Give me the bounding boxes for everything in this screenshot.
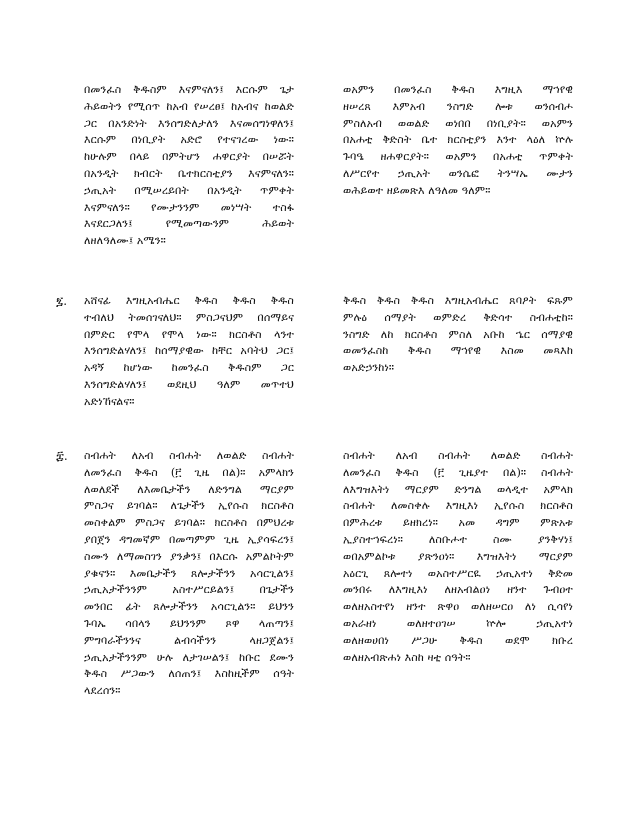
- text-line: ወሕይወተ ዘይመጽእ ለዓለመ ዓለም።: [343, 183, 491, 197]
- text-line: ስሙን ለማመስገን ያንቃን፤ በእርሱ አምልኮትም: [84, 549, 294, 563]
- text-line: መንበር ፊት ጸሎታችንን አሳርጊልን። ይህንን: [84, 600, 294, 614]
- text-line: እንሰግድልሃለን፤ ከሰማያዊው ከቸር አባትህ ጋር፤: [84, 344, 294, 358]
- text-line: አሸናፊ እግዚአብሔር ቅዱስ ቅዱስ ቅዱስ: [84, 294, 294, 307]
- text-line: ለዘለዓለሙ፤ አሜን።: [84, 234, 166, 248]
- text-line: ለወለደች ለእመቤታችን ለድንግል ማርያም: [84, 482, 294, 496]
- text-line: ምስለአብ ወወልድ ወነበበ በነቢያት። ወአምን: [343, 116, 573, 130]
- section-1-geez-text: [343, 82, 573, 200]
- text-line: እናደርጋለን፤ የሚመጣውንም ሕይወት: [84, 217, 294, 231]
- text-line: እናምናለን። የሙታንንም መነሣት ተስፋ: [84, 200, 294, 214]
- text-line: እንሰግድልሃለን፤ ወደዚህ ዓለም መጥተህ: [84, 377, 294, 391]
- text-line: ምስጋና ይገባል። ለጌታችን ኢየሱስ ክርስቶስ: [84, 499, 294, 513]
- text-line: በምሕረቱ ይዘክረነ። አመ ዳግም ምጽአቱ: [343, 516, 573, 530]
- text-line: ጉባኤ ሳበላን ይህንንም ጾዋ ላጠጣን፤: [84, 616, 294, 630]
- text-line: በመንፈስ ቅዱስም እናምናለን፤ እርሱም ጌታ: [84, 83, 294, 96]
- text-line: ምግባራችንንና ልብሳችንን ላዘጋጀልን፤: [84, 633, 294, 647]
- section-7-geez-text: [343, 293, 573, 377]
- text-line: ወለዘአስተየነ ዘንተ ጽዋዐ ወለዘሠርዐ ለነ ሲሳየነ: [343, 600, 573, 614]
- text-line: እርሱም በነቢያት አድሮ የተናገረው ነው።: [84, 133, 294, 147]
- text-line: ምሉዕ ሰማያት ወምድረ ቅድሳተ ስብሐቲከ።: [343, 310, 573, 324]
- text-line: ለሥርየተ ኃጢአት ወንሴፎ ትንሣኤ ሙታን: [343, 166, 573, 180]
- text-line: ላደረሰን።: [84, 684, 121, 698]
- text-line: መንበሩ ለእግዚእነ ለዘአብልዐነ ዘንተ ጉብዐተ: [343, 583, 573, 597]
- text-line: ንስግድ ለከ ክርስቶስ ምስለ አቡከ ኄር ሰማያዊ: [343, 327, 573, 341]
- text-line: ያቁናን። እመቤታችን ጸሎታችንን አሳርጊልን፤: [84, 566, 294, 580]
- text-line: ኃጢአታችንንም ሁሉ ለታገሠልን፤ ከቡር ደሙን: [84, 650, 294, 664]
- text-line: ወአድኃንከነ።: [343, 361, 395, 375]
- section-1-amharic-text: [84, 82, 294, 250]
- text-line: ወበአምልኮቱ ያጽንዐነ። እግዝእትነ ማርያም: [343, 549, 573, 563]
- text-line: አዕርጊ ጸሎተነ ወአስተሥርዪ ኃጢአተነ ቅድመ: [343, 566, 573, 580]
- text-line: ኢያስተኀፍረነ። ለስቡሖተ ስሙ ያንቅሃነ፤: [343, 532, 573, 546]
- text-line: ሕይወትን የሚሰጥ ከአብ የሠረፀ፤ ከአብና ከወልድ: [84, 99, 294, 113]
- text-line: በአንዲት ክብርት ቤተክርስቲያን እናምናለን።: [84, 166, 294, 180]
- text-line: ያበጀን ዳግመኛም በመጣምም ጊዜ ኢያሳፍረን፤: [84, 532, 294, 546]
- text-line: ተብለህ ትመሰገናለህ። ምስጋናህም በሰማይና: [84, 310, 294, 324]
- text-line: ወመንፈስከ ቅዱስ ማኀየዊ እስመ መጻእከ: [343, 344, 573, 358]
- text-line: ዘሠረጸ እምአብ ንስግድ ሎቱ ወንሰብሖ: [343, 99, 573, 113]
- section-8-geez-text: [343, 448, 573, 666]
- text-line: አድነኸናልና።: [84, 394, 135, 408]
- text-line: ለመንፈስ ቅዱስ (፫ ጊዜ በል)። አምላክን: [84, 465, 294, 479]
- text-line: ከሁሉም በላይ በምትሆን ሐዋርያት በሠሯት: [84, 150, 294, 164]
- text-line: በምድር የሞላ የሞላ ነው። ክርስቶስ ላንተ: [84, 327, 294, 341]
- text-line: ስብሐት ለመስቀሉ እግዚእነ ኢየሱስ ክርስቶስ: [343, 499, 573, 513]
- text-line: መስቀልም ምስጋና ይገባል። ክርስቶስ በምህረቱ: [84, 516, 294, 530]
- text-line: ኃጢአት በሚሠረይበት በአንዲት ጥምቀት: [84, 183, 294, 197]
- text-line: ቅዱስ ቅዱስ ቅዱስ እግዚአብሔር ጸባዖት ፍጹም: [343, 294, 573, 307]
- text-line: ለእግዝእትነ ማርያም ድንግል ወላዲተ አምላክ: [343, 482, 573, 496]
- text-line: ኃጢአታችንንም አስተሥርይልን፤ በጌታችን: [84, 583, 294, 597]
- text-line: ወለዘአብጽሐነ እስከ ዛቲ ሰዓት።: [343, 650, 471, 664]
- section-number: ፯.: [56, 294, 68, 308]
- section-7-amharic-text: [84, 293, 294, 411]
- text-line: ስብሐት ለአብ ስብሐት ለወልድ ስብሐት: [343, 449, 573, 462]
- text-line: ወለዘወሀበነ ሥጋሁ ቅዱስ ወደሞ ክቡረ: [343, 633, 573, 647]
- text-line: ቅዱስ ሥጋውን ለሰጠን፤ እስከዚችም ሰዓት: [84, 667, 294, 681]
- text-line: ጋር በአንድነት እንሰግድለታለን እናመሰግነዋለን፤: [84, 116, 294, 130]
- text-line: ወአራዘነ ወለዘተዐገሠ ኵሎ ኃጢአተነ: [343, 616, 573, 630]
- text-line: ለመንፈስ ቅዱስ (፫ ጊዜያተ በል)። ስብሐት: [343, 465, 573, 479]
- section-8-amharic-text: [84, 448, 294, 700]
- text-line: ጉባዔ ዘሐዋርያት። ወአምን በአሐቲ ጥምቀት: [343, 150, 573, 164]
- text-line: አዳኝ ከሆነው ከመንፈስ ቅዱስም ጋር: [84, 361, 294, 375]
- section-number: ፰.: [56, 449, 68, 463]
- text-line: ስብሐት ለአብ ስብሐት ለወልድ ስብሐት: [84, 449, 294, 462]
- text-line: ወአምን በመንፈስ ቅዱስ እግዚእ ማኀየዊ: [343, 83, 573, 96]
- text-line: በአሐቲ ቅድስት ቤተ ክርስቲያን እንተ ላዕለ ኵሉ: [343, 133, 573, 147]
